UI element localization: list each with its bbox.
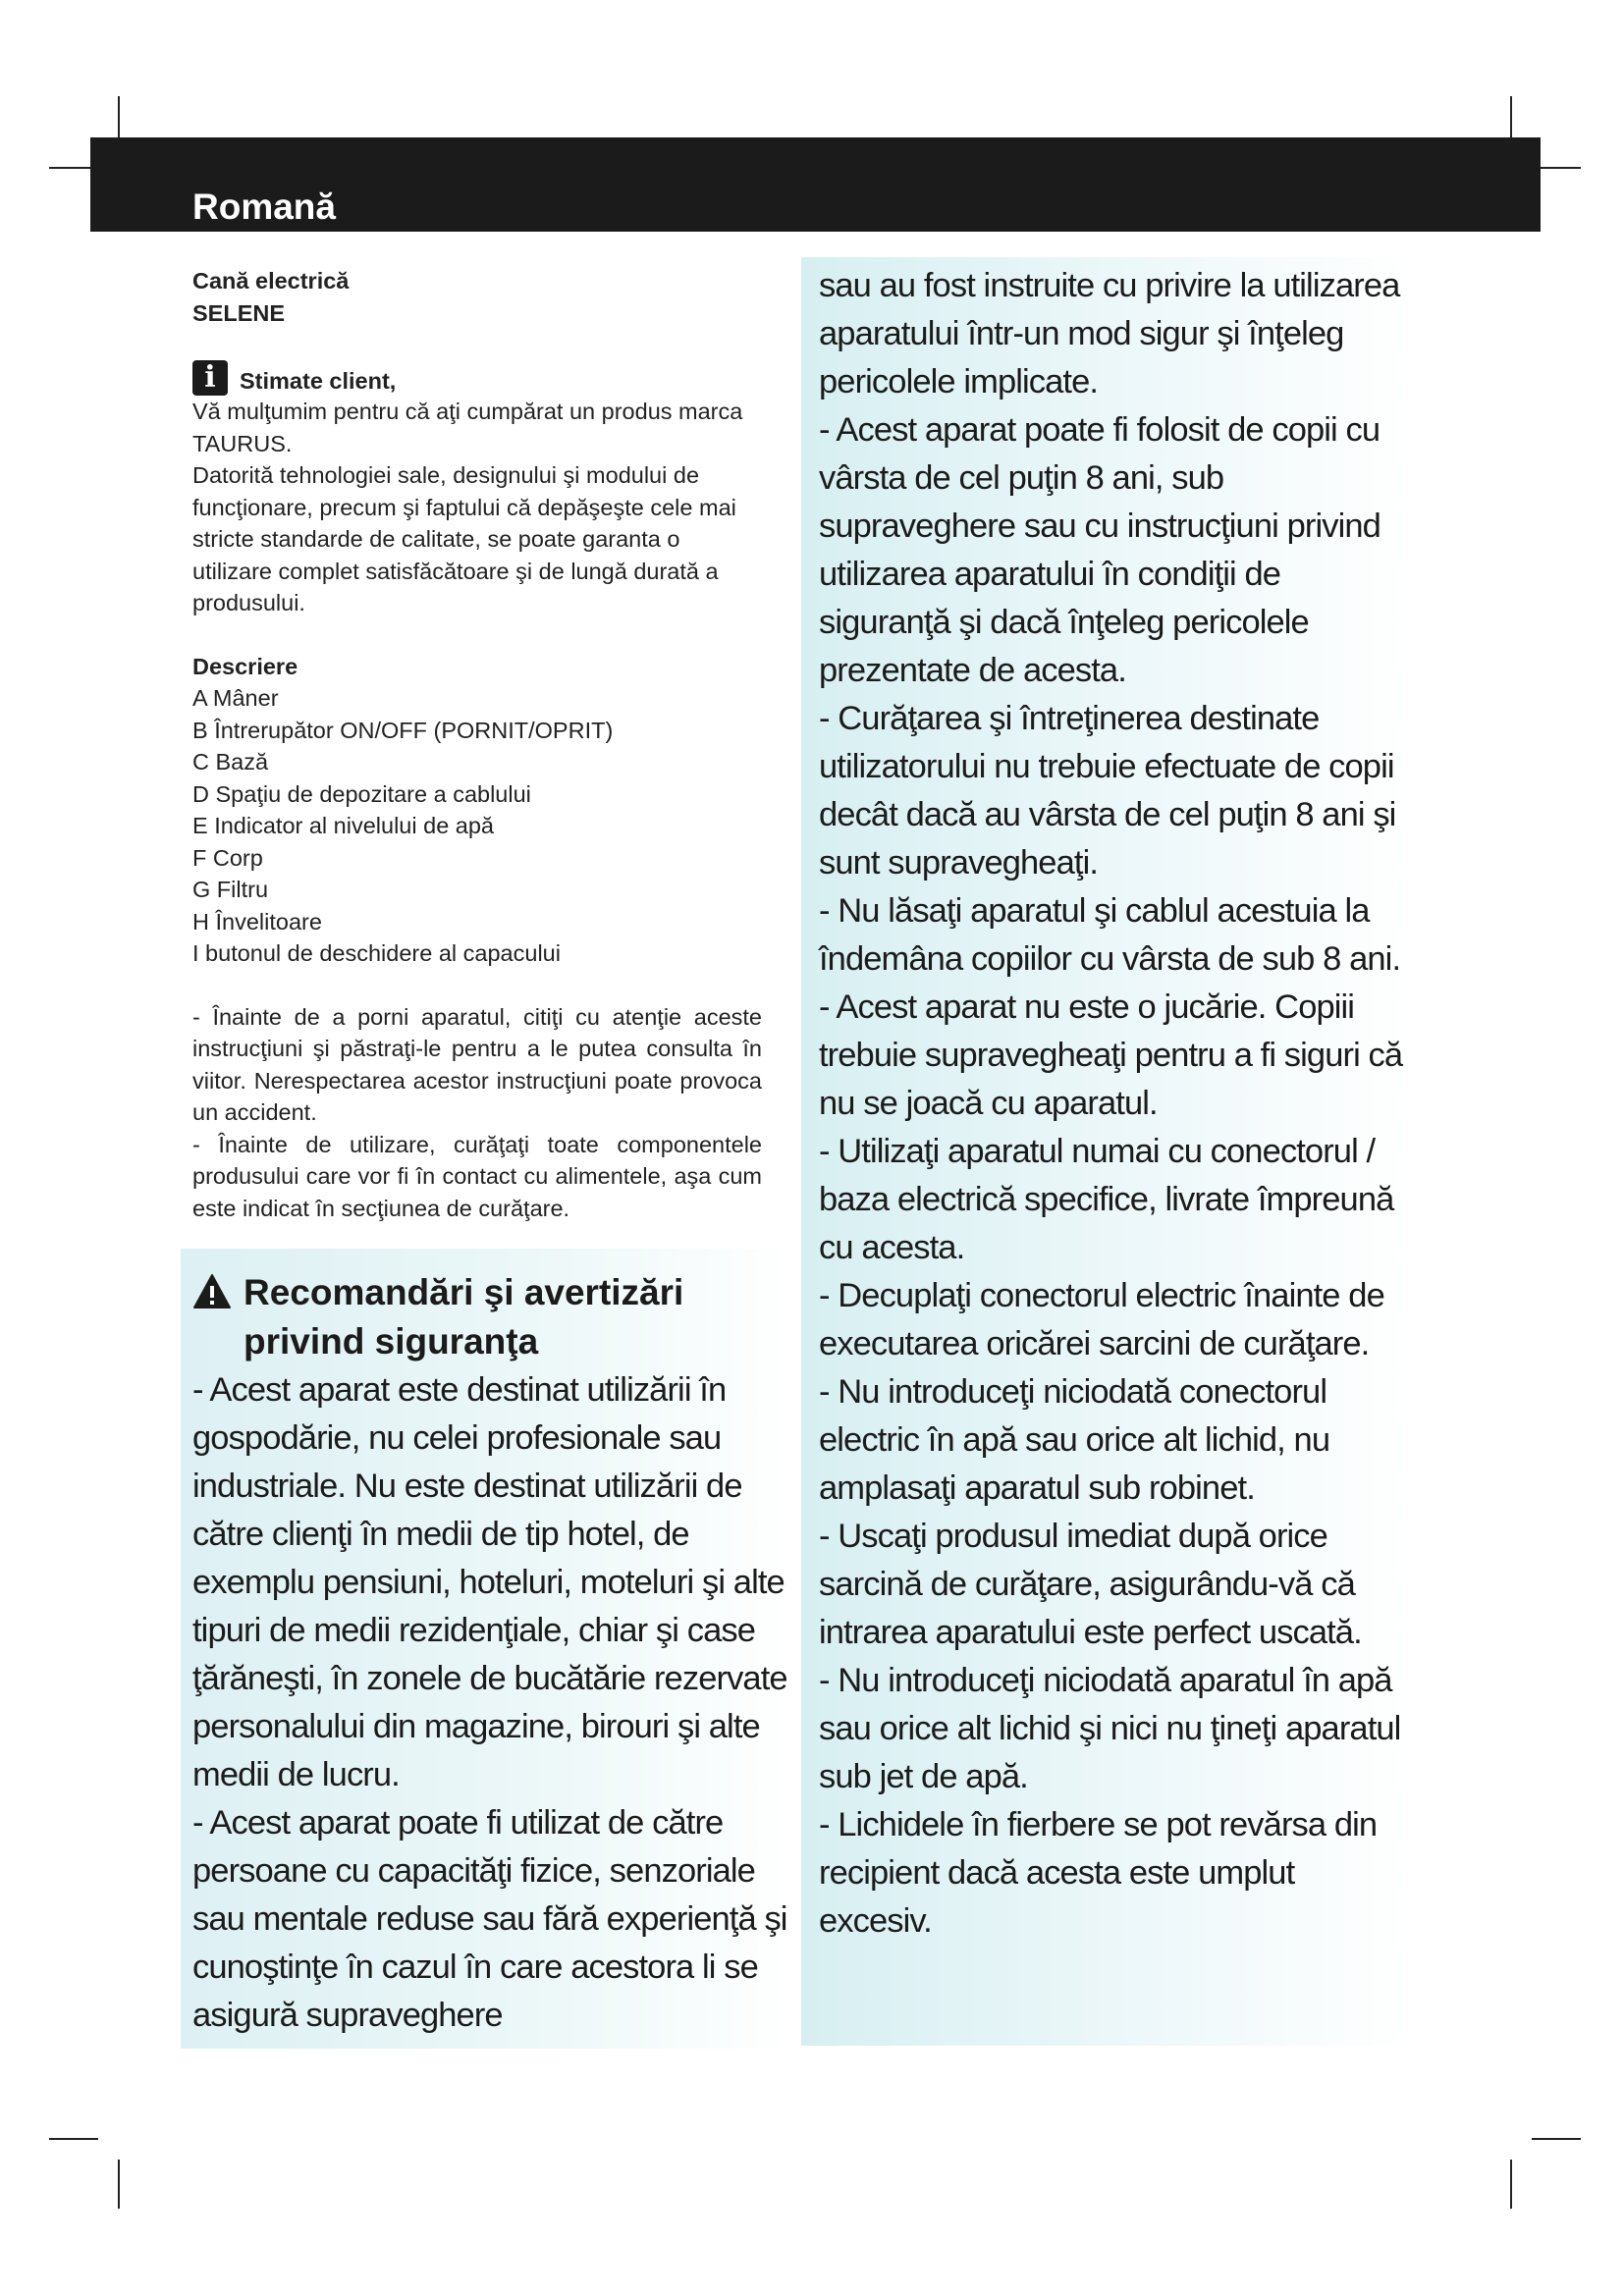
safety-paragraph: - Acest aparat poate fi utilizat de către persoane cu capacităţi fizice, senzoriale sau mentale reduse sau fără experienţă şi cunoştinţe în cazul în care acestora li se asigură supraveghere xyxy=(192,1804,787,2034)
safety-heading-row xyxy=(192,1268,791,1366)
list-item: E Indicator al nivelului de apă xyxy=(192,813,495,838)
usage-notes xyxy=(192,1001,762,1225)
description-list xyxy=(192,682,762,970)
safety-paragraph: - Curăţarea şi întreţinerea destinate utilizatorului nu trebuie efectuate de copii decât dacă au vârsta de cel puţin 8 ani şi sunt supravegheaţi. xyxy=(819,700,1396,881)
info-icon: i xyxy=(192,360,228,396)
note-paragraph: - Înainte de a porni aparatul, citiţi cu atenţie aceste instrucţiuni şi păstraţi-le pentru a le putea consulta în viitor. Nerespectarea acestor instrucţiuni poate provoca un accident. xyxy=(192,1003,762,1125)
list-item: A Mâner xyxy=(192,685,279,711)
intro-column xyxy=(192,265,762,1224)
greeting-paragraph: Vă mulţumim pentru că aţi cumpărat un produs marca TAURUS. xyxy=(192,399,743,456)
safety-paragraph: - Lichidele în fierbere se pot revărsa din recipient dacă acesta este umplut excesiv. xyxy=(819,1806,1378,1940)
greeting-salutation: Stimate client, xyxy=(240,368,397,394)
safety-paragraph: - Nu introduceţi niciodată aparatul în apă sau orice alt lichid şi nici nu ţineţi aparatul sub jet de apă. xyxy=(819,1662,1401,1795)
list-item: F Corp xyxy=(192,844,263,871)
safety-paragraph: - Acest aparat este destinat utilizării în gospodărie, nu celei profesionale sau industriale. Nu este destinat utilizării de către clienţi în medii de tip hotel, de exemplu pensiuni, hoteluri, moteluri şi alte tipuri de medii rezidenţiale, chiar şi case ţărăneşti, în zonele de bucătărie rezervate personalului din magazine, birouri şi alte medii de lucru. xyxy=(192,1371,787,1793)
safety-heading: Recomandări şi avertizări privind siguranţa xyxy=(244,1272,684,1362)
safety-paragraph: - Utilizaţi aparatul numai cu conectorul / baza electrică specifice, livrate împreună cu acesta. xyxy=(819,1133,1394,1266)
safety-paragraph: - Acest aparat nu este o jucărie. Copiii trebuie supravegheaţi pentru a fi siguri că nu se joacă cu aparatul. xyxy=(819,988,1403,1122)
safety-paragraph: - Acest aparat poate fi folosit de copii cu vârsta de cel puţin 8 ani, sub supraveghere sau cu instrucţiuni privind utilizarea aparatului în condiţii de siguranţă şi dacă înţeleg pericolele prezentate de acesta. xyxy=(819,411,1380,689)
list-item: D Spaţiu de depozitare a cablului xyxy=(192,780,531,807)
safety-paragraph: - Decuplaţi conectorul electric înainte de executarea oricărei sarcini de curăţare. xyxy=(819,1277,1384,1362)
page-title: Romană xyxy=(192,187,336,227)
safety-paragraph: - Nu introduceţi niciodată conectorul electric în apă sau orice alt lichid, nu amplasaţi aparatul sub robinet. xyxy=(819,1373,1330,1507)
safety-paragraph: - Uscaţi produsul imediat după orice sarcină de curăţare, asigurându-vă că intrarea aparatului este perfect uscată. xyxy=(819,1518,1362,1651)
list-item: C Bază xyxy=(192,749,269,774)
list-item: G Filtru xyxy=(192,877,269,902)
crop-mark xyxy=(1510,2160,1512,2209)
note-paragraph: - Înainte de utilizare, curăţaţi toate componentele produsului care vor fi în contact cu alimentele, aşa cum este indicat în secţiunea de curăţare. xyxy=(192,1131,762,1221)
list-item: B Întrerupător ON/OFF (PORNIT/OPRIT) xyxy=(192,717,614,743)
product-model: SELENE xyxy=(192,299,286,326)
crop-mark xyxy=(1532,2138,1581,2140)
description-heading: Descriere xyxy=(192,653,298,679)
warning-icon xyxy=(192,1272,232,1311)
safety-paragraph: - Nu lăsaţi aparatul şi cablul acestuia la îndemâna copiilor cu vârsta de sub 8 ani. xyxy=(819,892,1401,978)
safety-text xyxy=(192,1366,791,2040)
list-item: H Învelitoare xyxy=(192,908,322,934)
crop-mark xyxy=(49,2138,98,2140)
safety-paragraph: sau au fost instruite cu privire la utilizarea aparatului într-un mod sigur şi înţeleg pericolele implicate. xyxy=(819,267,1400,400)
greeting-paragraph: Datorită tehnologiei sale, designului şi modului de funcţionare, precum şi faptului că depăşeşte cele mai stricte standarde de calitate, se poate garanta o utilizare complet satisfăcătoare şi de lungă durată a produsului. xyxy=(192,462,736,615)
safety-section xyxy=(181,1249,791,2049)
crop-mark xyxy=(118,2160,120,2209)
greeting xyxy=(192,360,762,396)
safety-continued-column xyxy=(801,257,1410,2046)
list-item: I butonul de deschidere al capacului xyxy=(192,940,561,966)
language-header xyxy=(90,137,1541,232)
product-type: Cană electrică xyxy=(192,268,350,294)
